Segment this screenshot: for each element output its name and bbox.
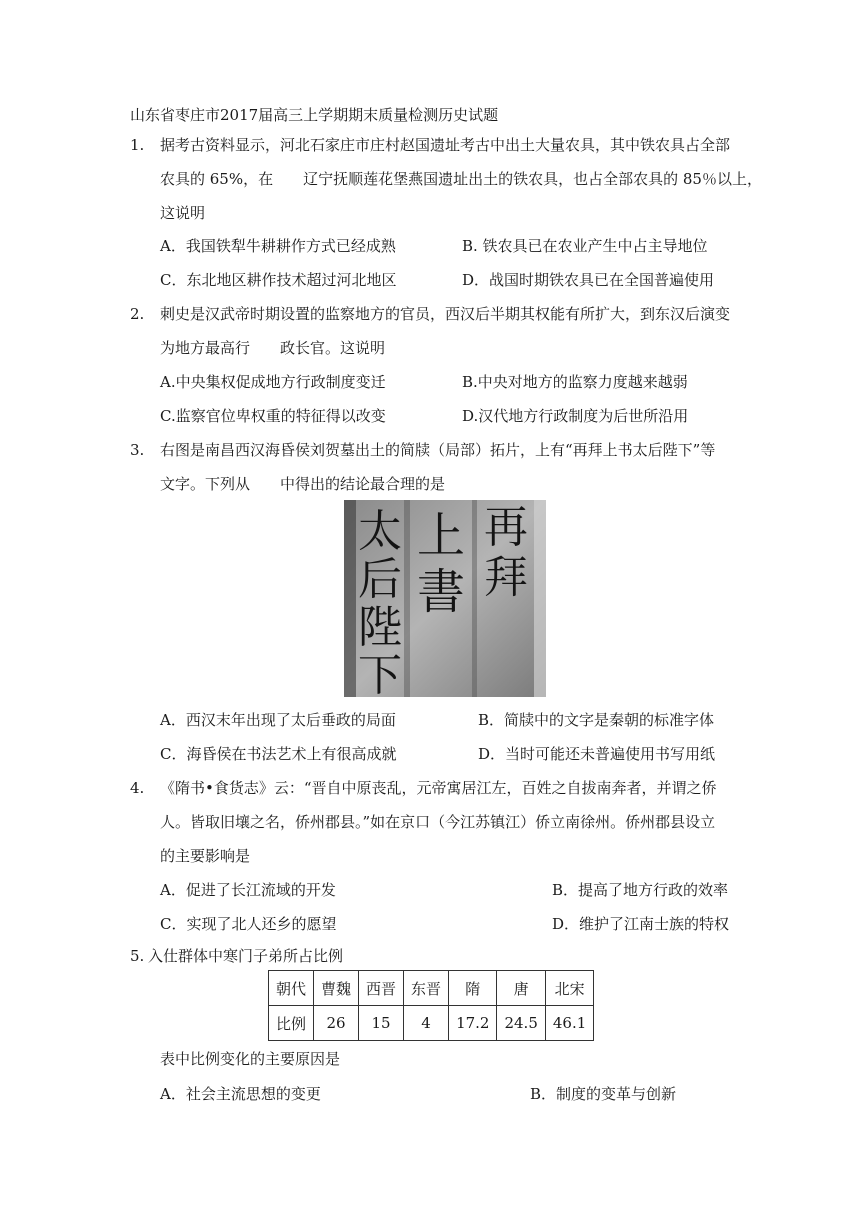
- question-4-option-c: C．实现了北人还乡的愿望: [160, 915, 337, 933]
- question-2-option-b: B.中央对地方的监察力度越来越弱: [462, 373, 688, 391]
- question-3-stem-line-2: 文字。下列从 中得出的结论最合理的是: [160, 475, 446, 493]
- rubbing-glyph: 再: [484, 502, 528, 553]
- table-cell: 唐: [497, 971, 545, 1006]
- question-2-option-a: A.中央集权促成地方行政制度变迁: [160, 373, 386, 391]
- question-4-option-b: B．提高了地方行政的效率: [552, 881, 729, 899]
- question-3-option-a: A．西汉末年出现了太后垂政的局面: [160, 711, 396, 729]
- table-cell: 西晋: [359, 971, 404, 1006]
- table-header-row: [269, 971, 594, 1006]
- question-1-number: 1.: [130, 136, 145, 154]
- question-4-number: 4.: [130, 779, 145, 797]
- table-cell: 东晋: [404, 971, 449, 1006]
- table-row: [269, 1006, 594, 1041]
- question-3-option-b: B．简牍中的文字是秦朝的标准字体: [478, 711, 715, 729]
- table-cell: 17.2: [449, 1006, 497, 1041]
- rubbing-glyph: 上: [416, 508, 466, 564]
- table-cell: 4: [404, 1006, 449, 1041]
- question-3-option-c: C．海昏侯在书法艺术上有很高成就: [160, 745, 397, 763]
- question-2-option-d: D.汉代地方行政制度为后世所沿用: [462, 407, 689, 425]
- table-cell: 26: [314, 1006, 359, 1041]
- rubbing-glyph: 陛: [358, 602, 402, 653]
- question-1-stem-line-1: 据考古资料显示，河北石家庄市庄村赵国遗址考古中出土大量农具，其中铁农具占全部: [160, 136, 731, 154]
- question-1-option-b: B. 铁农具已在农业产生中占主导地位: [462, 237, 708, 255]
- ratio-table: [268, 970, 594, 1041]
- table-cell: 曹魏: [314, 971, 359, 1006]
- question-1-option-a: A．我国铁犁牛耕耕作方式已经成熟: [160, 237, 396, 255]
- question-2-stem-line-1: 刺史是汉武帝时期设置的监察地方的官员，西汉后半期其权能有所扩大，到东汉后演变: [160, 305, 731, 323]
- rubbing-glyph: 后: [358, 554, 402, 605]
- bamboo-slip-rubbing-image: [344, 500, 546, 697]
- rubbing-glyph: 書: [416, 564, 466, 620]
- question-5-option-a: A．社会主流思想的变更: [160, 1085, 321, 1103]
- question-5-number: 5.: [130, 947, 145, 965]
- question-4-stem-line-3: 的主要影响是: [160, 847, 251, 865]
- exam-title: 山东省枣庄市2017届高三上学期期末质量检测历史试题: [130, 106, 499, 124]
- table-cell: 24.5: [497, 1006, 545, 1041]
- question-3-option-d: D．当时可能还未普遍使用书写用纸: [478, 745, 716, 763]
- question-2-stem-line-2: 为地方最高行 政长官。这说明: [160, 339, 386, 357]
- table-cell: 朝代: [269, 971, 314, 1006]
- question-4-option-d: D．维护了江南士族的特权: [552, 915, 730, 933]
- question-1-stem-line-3: 这说明: [160, 204, 206, 222]
- question-3-stem-line-1: 右图是南昌西汉海昏侯刘贺墓出土的简牍（局部）拓片，上有“再拜上书太后陛下”等: [160, 441, 716, 459]
- question-1-option-c: C．东北地区耕作技术超过河北地区: [160, 271, 397, 289]
- question-1-stem-line-2: 农具的 65%，在 辽宁抚顺莲花堡燕国遗址出土的铁农具，也占全部农具的 85％以上，: [160, 170, 762, 188]
- table-cell: 46.1: [545, 1006, 593, 1041]
- question-5-after-table: 表中比例变化的主要原因是: [160, 1050, 341, 1068]
- question-5-stem: 入仕群体中寒门子弟所占比例: [148, 947, 344, 965]
- table-cell: 15: [359, 1006, 404, 1041]
- table-cell: 比例: [269, 1006, 314, 1041]
- table-cell: 隋: [449, 971, 497, 1006]
- question-3-number: 3.: [130, 441, 145, 459]
- question-5-option-b: B．制度的变革与创新: [530, 1085, 677, 1103]
- rubbing-glyph: 太: [358, 506, 402, 557]
- question-4-stem-line-1: 《隋书•食货志》云：“晋自中原丧乱，元帝寓居江左，百姓之自拔南奔者，并谓之侨: [160, 779, 717, 797]
- question-4-stem-line-2: 人。皆取旧壤之名，侨州郡县。”如在京口（今江苏镇江）侨立南徐州。侨州郡县设立: [160, 813, 716, 831]
- table-cell: 北宋: [545, 971, 593, 1006]
- rubbing-glyph: 拜: [484, 552, 528, 603]
- question-1-option-d: D．战国时期铁农具已在全国普遍使用: [462, 271, 715, 289]
- question-2-number: 2.: [130, 305, 145, 323]
- question-2-option-c: C.监察官位卑权重的特征得以改变: [160, 407, 386, 425]
- question-4-option-a: A．促进了长江流域的开发: [160, 881, 336, 899]
- rubbing-glyph: 下: [358, 650, 402, 697]
